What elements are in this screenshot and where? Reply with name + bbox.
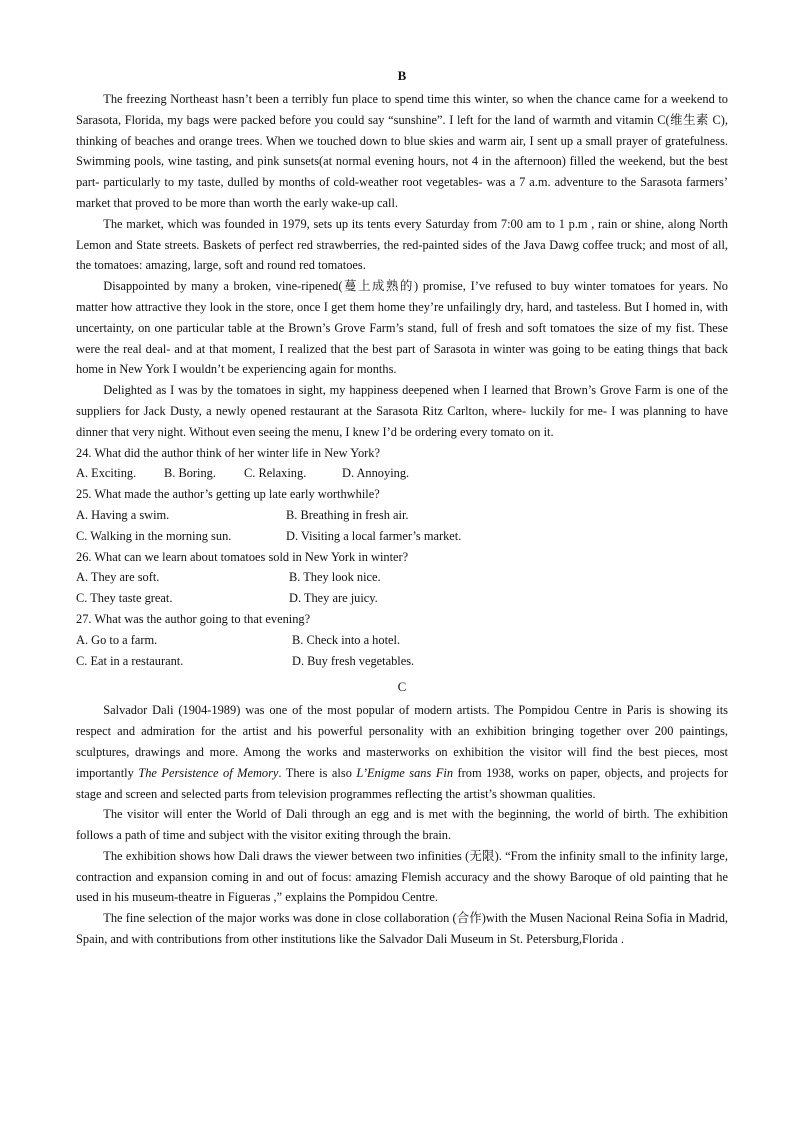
option-b: B. Boring. xyxy=(164,466,216,481)
paragraph-text: Salvador Dali (1904-1989) was one of the most popular of modern artists. The Pompidou Centre in Paris is showing its respect and admiration for the artist and his powerful personality with an exhibition bringing together over 200 paintings, sculptures, drawings and more. Among the works and masterworks on exhibition the visitor will find the best pieces, most importantly xyxy=(76,703,728,780)
artwork-title: The Persistence of Memory xyxy=(138,765,279,780)
option-d: D. Buy fresh vegetables. xyxy=(292,653,415,668)
option-a: A. Having a swim. xyxy=(76,507,170,522)
question-25-options-row-1 xyxy=(76,505,728,526)
option-b: B. They look nice. xyxy=(289,570,381,585)
artwork-title: L’Enigme sans Fin xyxy=(356,765,454,780)
option-c: C. Relaxing. xyxy=(244,466,307,481)
option-c: C. Eat in a restaurant. xyxy=(76,653,184,668)
question-26-options-row-2 xyxy=(76,588,728,609)
section-c-paragraph-3: The exhibition shows how Dali draws the viewer between two infinities (无限). “From the infinity small to the infinity large, contraction and expansion coming in and out of focus: amazing Flemish accuracy and the showy Baroque of old painting that he used in his museum-theatre in Figueras ,” explains the Pompidou Centre. xyxy=(76,848,728,905)
section-b-paragraph-4: Delighted as I was by the tomatoes in sight, my happiness deepened when I learned that Brown’s Grove Farm is one of the suppliers for Jack Dusty, a newly opened restaurant at the Sarasota Ritz Carlton, where- luckily for me- I was planning to have dinner that very night. Without even seeing the menu, I knew I’d be ordering every tomato on it. xyxy=(76,383,728,439)
paragraph-text: from 1938, works on paper, objects, and projects for stage and screen and selected parts from television programmes reflecting the artist’s showman qualities. xyxy=(76,765,728,801)
option-a: A. Go to a farm. xyxy=(76,632,158,647)
option-a: A. They are soft. xyxy=(76,570,160,585)
option-a: A. Exciting. xyxy=(76,466,137,481)
question-25: 25. What made the author’s getting up late early worthwhile? xyxy=(76,487,380,502)
section-c-paragraph-2: The visitor will enter the World of Dali through an egg and is met with the beginning, the world of birth. The exhibition follows a path of time and subject with the visitor exiting through the brain. xyxy=(76,807,728,843)
question-27-options-row-2 xyxy=(76,651,728,672)
question-25-options-row-2 xyxy=(76,526,728,547)
section-c-paragraph-1 xyxy=(76,700,728,804)
exam-page xyxy=(76,66,728,950)
option-c: C. Walking in the morning sun. xyxy=(76,528,232,543)
section-c-heading: C xyxy=(397,679,407,695)
question-27-options-row-1 xyxy=(76,630,728,651)
section-b-heading: B xyxy=(397,68,407,83)
question-27: 27. What was the author going to that evening? xyxy=(76,611,311,626)
section-b-paragraph-2: The market, which was founded in 1979, sets up its tents every Saturday from 7:00 am to 1 p.m , rain or shine, along North Lemon and State streets. Baskets of perfect red strawberries, the red-painted sides of the Java Dawg coffee truck; and most of all, the tomatoes: amazing, large, soft and round red tomatoes. xyxy=(76,216,728,273)
option-d: D. Visiting a local farmer’s market. xyxy=(286,528,462,543)
section-c-paragraph-4: The fine selection of the major works was done in close collaboration (合作)with the Musen Nacional Reina Sofia in Madrid, Spain, and with contributions from other institutions like the Salvador Dali Museum in St. Petersburg,Florida . xyxy=(76,911,728,947)
question-24: 24. What did the author think of her winter life in New York? xyxy=(76,445,380,460)
question-26: 26. What can we learn about tomatoes sold in New York in winter? xyxy=(76,549,409,564)
option-d: D. Annoying. xyxy=(342,466,410,481)
option-b: B. Breathing in fresh air. xyxy=(286,507,409,522)
section-b-paragraph-3: Disappointed by many a broken, vine-ripened(蔓上成熟的) promise, I’ve refused to buy winter tomatoes for years. No matter how attractive they look in the store, once I get them home they’re unfailingly dry, hard, and tasteless. But I homed in, with uncertainty, on one particular table at the Brown’s Grove Farm’s stand, full of fresh and soft tomatoes the size of my fist. These were the real deal- and at that moment, I realized that the best part of Sarasota in winter was going to be eating things that back home in New York I wouldn’t be experiencing again for months. xyxy=(76,279,728,377)
question-24-options xyxy=(76,463,728,484)
section-b-paragraph-1: The freezing Northeast hasn’t been a terribly fun place to spend time this winter, so when the chance came for a weekend to Sarasota, Florida, my bags were packed before you could say “sunshine”. I left for the land of warmth and vitamin C(维生素 C), thinking of beaches and orange trees. When we touched down to blue skies and warm air, I sent up a small prayer of gratefulness. Swimming pools, wine tasting, and pink sunsets(at normal evening hours, not 4 in the afternoon) filled the weekend, but the best part- particularly to my taste, dulled by months of cold-weather root vegetables- was a 7 a.m. adventure to the Sarasota farmers’ market that proved to be more than worth the early wake-up call. xyxy=(76,92,728,210)
question-26-options-row-1 xyxy=(76,567,728,588)
option-b: B. Check into a hotel. xyxy=(292,632,401,647)
option-c: C. They taste great. xyxy=(76,591,173,606)
paragraph-text: . There is also xyxy=(278,765,357,780)
option-d: D. They are juicy. xyxy=(289,591,378,606)
